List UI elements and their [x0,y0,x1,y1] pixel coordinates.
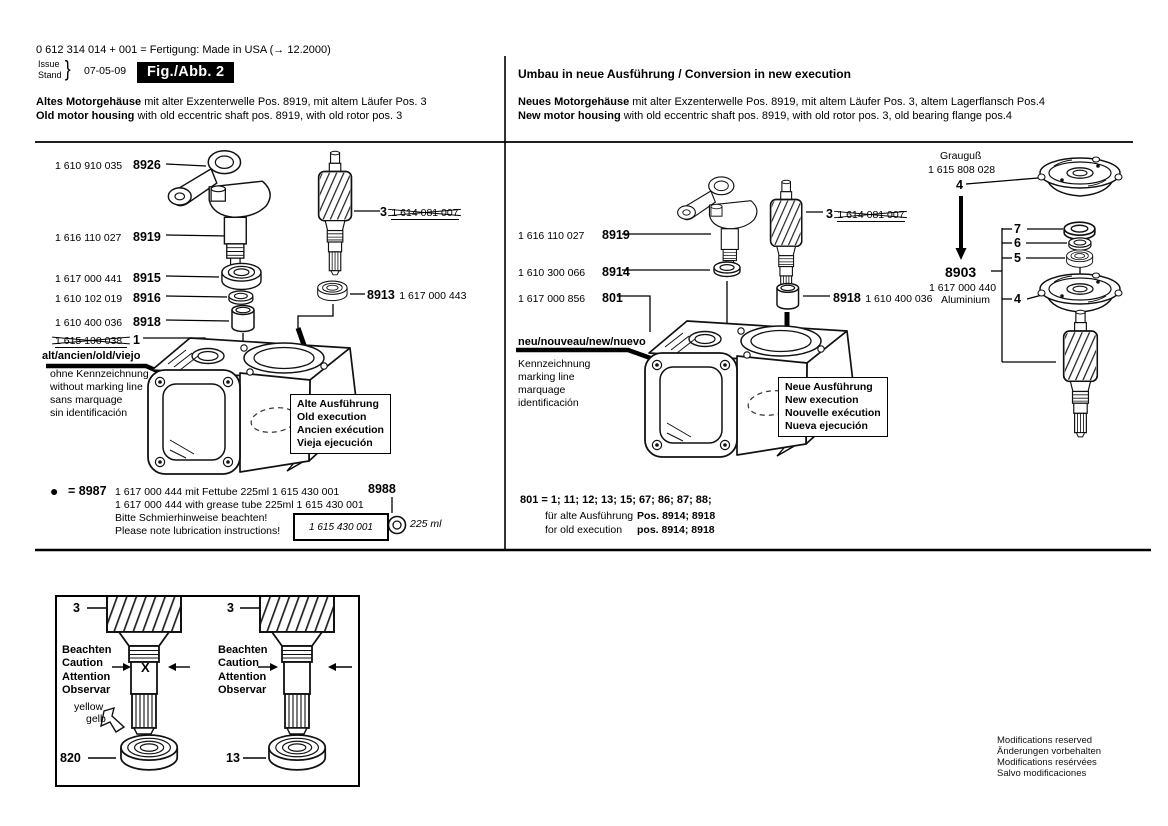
shaft-x-mark: X [141,660,150,675]
left-title-de [36,96,427,108]
marking-note-right [518,358,590,410]
order-number-obsolete: 1 615 100 038 [55,335,127,348]
marking-note-left [50,368,149,420]
flange-alu-pos-8903: 8903 [945,264,977,280]
caution-line: Observar [62,684,111,697]
conversion-title: Umbau in neue Ausführung / Conversion in new execution [518,67,851,81]
crank-8926-drawing [168,151,270,269]
execution-box-line: Old execution [297,411,367,423]
bearing-8915-drawing [222,263,261,289]
left-title-de-bold: Altes Motorgehäuse [36,96,142,108]
modifications-note [997,735,1101,779]
sleeve-8918-label [833,289,932,307]
inset-right-rotor-pos: 3 [227,601,234,615]
position-number: 801 [602,291,623,305]
marking-note-line: sin identificación [50,407,128,419]
part-row-8914 [518,263,630,281]
right-title-en [518,110,1012,122]
position-number: 3 [826,207,833,221]
marking-note-line: Kennzeichnung [518,358,591,370]
execution-box-line: Neue Ausführung [785,381,873,393]
order-number: 1 610 400 036 [865,293,933,305]
grease-tube-cap [389,517,406,534]
execution-box-line: New execution [785,394,859,406]
color-label-gelb: gelb [86,713,106,725]
grease-tube-drawing [293,513,389,541]
bearing-pos5-drawing [1067,250,1093,267]
position-number: 8914 [602,265,630,279]
marking-note-line: marquage [518,384,566,396]
left-title-en-bold: Old motor housing [36,110,135,122]
tube-order-number: 1 615 430 001 [309,521,373,533]
order-number: 1 610 400 036 [55,317,123,329]
ring-pos6-drawing [1069,238,1091,250]
position-number: 8918 [133,315,161,329]
grease-note-line: 1 617 000 444 mit Fettube 225ml 1 615 430 001 [115,486,340,498]
execution-box-line: Ancien exécution [297,424,384,436]
caution-line: Observar [218,684,267,697]
order-number: 1 616 110 027 [518,230,585,242]
rotor-label-left [380,203,459,221]
grease-bullet: ● [50,483,59,499]
order-number: 1 617 000 441 [55,273,123,285]
note-801-line3-bold: pos. 8914; 8918 [637,524,715,536]
bearing-flange-cast-drawing [1038,157,1122,196]
caution-line: Attention [62,670,111,683]
marking-note-line: without marking line [50,381,143,393]
caution-line: Beachten [62,644,112,656]
tube-volume: 225 ml [410,518,442,530]
execution-box-line: Vieja ejecución [297,437,373,449]
order-number: 1 616 110 027 [55,232,122,244]
part-row-8919-right [518,226,630,244]
position-number: 8919 [602,228,630,242]
new-execution-box [778,377,888,437]
tube-pos-8988: 8988 [368,482,396,496]
pos-6-label: 6 [1014,236,1021,250]
rotor-drawing-left [319,151,352,275]
ring-pos7-drawing [1064,222,1095,239]
modifications-line: Salvo modificaciones [997,768,1087,779]
position-number: 8916 [133,291,161,305]
issue-label: Issue [38,59,60,69]
position-number: 1 [133,333,140,347]
figure-label: Fig./Abb. 2 [137,62,234,83]
part-row-8919-left [55,228,161,246]
execution-box-line: Nueva ejecución [785,420,868,432]
part-row-801 [518,289,623,307]
pos-7-label: 7 [1014,222,1021,236]
part-row-8926 [55,156,161,174]
caution-line: Caution [62,657,103,670]
position-number: 8915 [133,271,161,285]
inset-bearing-820-pos: 820 [60,751,81,765]
position-number: 8919 [133,230,161,244]
issue-stand-brace: } [64,56,71,81]
order-number: 1 610 102 019 [55,293,123,305]
order-number: 1 617 000 443 [399,290,467,302]
order-number: 1 617 000 856 [518,293,586,305]
crank-drawing-right [678,177,757,269]
grease-note-line: Please note lubrication instructions! [115,525,281,537]
grease-note-line: Bitte Schmierhinweise beachten! [115,512,268,524]
flange-cast-pos: 4 [956,178,963,192]
note-801-line3-text: for old execution [545,524,623,536]
stand-label: Stand [38,70,62,80]
position-number: 8913 [367,288,395,302]
marking-note-line: ohne Kennzeichnung [50,368,149,380]
note-801-line2-text: für alte Ausführung [545,510,634,522]
right-title-en-rest: with old eccentric shaft pos. 8919, with old rotor pos. 3, old bearing flange pos.4 [620,110,1013,122]
marking-note-line: marking line [518,371,575,383]
inset-bearing-13-pos: 13 [226,751,240,765]
part-row-8915 [55,269,161,287]
sleeve-8918-left-drawing [232,306,254,332]
bearing-8913-drawing [318,281,347,301]
caution-line: Beachten [218,644,268,656]
age-label-new: neu/nouveau/new/nuevo [518,336,646,348]
grease-pos-8987: = 8987 [68,484,107,498]
note-801-line2-bold: Pos. 8914; 8918 [637,510,716,522]
part-row-8918-left [55,313,161,331]
ring-8914-drawing [714,262,740,277]
pos-5-label: 5 [1014,251,1021,265]
right-title-de [518,96,1045,108]
issue-date: 07-05-09 [84,65,127,77]
position-number: 8918 [833,291,861,305]
execution-box-line: Nouvelle exécution [785,407,881,419]
sleeve-8918-right-drawing [777,283,799,308]
bearing-8913-label [367,286,466,304]
ring-8916-drawing [229,291,253,304]
position-number: 3 [380,205,387,219]
marking-note-line: sans marquage [50,394,123,406]
part-row-1 [55,331,140,349]
flange-cast-number: 1 615 808 028 [928,164,996,176]
modifications-line: Modifications reserved [997,735,1093,746]
left-title-en [36,110,402,122]
rotor-drawing-far-right [1064,310,1098,437]
inset-left-rotor-pos: 3 [73,601,80,615]
note-801-line3 [545,524,715,536]
order-number: 1 610 300 066 [518,267,586,279]
caution-block-left [62,644,112,698]
flange-cast-material: Grauguß [940,150,982,162]
rotor-label-right [826,205,905,223]
bearing-flange-alu-drawing [1038,273,1122,312]
flange-alu-number: 1 617 000 440 [929,282,997,294]
flange-alu-material: Aluminium [941,294,991,306]
left-title-de-rest: mit alter Exzenterwelle Pos. 8919, mit altem Läufer Pos. 3 [141,96,427,108]
position-number: 8926 [133,158,161,172]
marking-note-line: identificación [518,397,579,409]
note-801-line1: 801 = 1; 11; 12; 13; 15; 67; 86; 87; 88; [520,494,712,506]
order-number: 1 610 910 035 [55,160,123,172]
right-title-en-bold: New motor housing [518,110,621,122]
caution-block-right [218,644,268,698]
modifications-line: Modifications resérvées [997,757,1097,768]
caution-line: Caution [218,657,259,670]
order-number-obsolete: 1 614 081 007 [391,207,459,219]
pos-4-label: 4 [1014,292,1021,306]
right-title-de-bold: Neues Motorgehäuse [518,96,630,108]
part-row-8916 [55,289,161,307]
execution-box-line: Alte Ausführung [297,398,379,410]
order-number-obsolete: 1 614 081 007 [837,209,905,221]
modifications-line: Änderungen vorbehalten [997,746,1102,757]
old-execution-box [290,394,391,454]
age-label-old: alt/ancien/old/viejo [42,350,141,362]
caution-line: Attention [218,670,267,683]
order-line: 0 612 314 014 + 001 = Fertigung: Made in USA (→ 12.2000) [36,44,331,56]
right-title-de-rest: mit alter Exzenterwelle Pos. 8919, mit altem Läufer Pos. 3, altem Lagerflansch Pos.4 [629,96,1046,108]
grease-note-line: 1 617 000 444 with grease tube 225ml 1 615 430 001 [115,499,364,511]
left-title-en-rest: with old eccentric shaft pos. 8919, with old rotor pos. 3 [134,110,403,122]
rotor-drawing-right [771,180,802,298]
color-label-yellow: yellow [74,701,104,713]
note-801-line2 [545,510,715,522]
